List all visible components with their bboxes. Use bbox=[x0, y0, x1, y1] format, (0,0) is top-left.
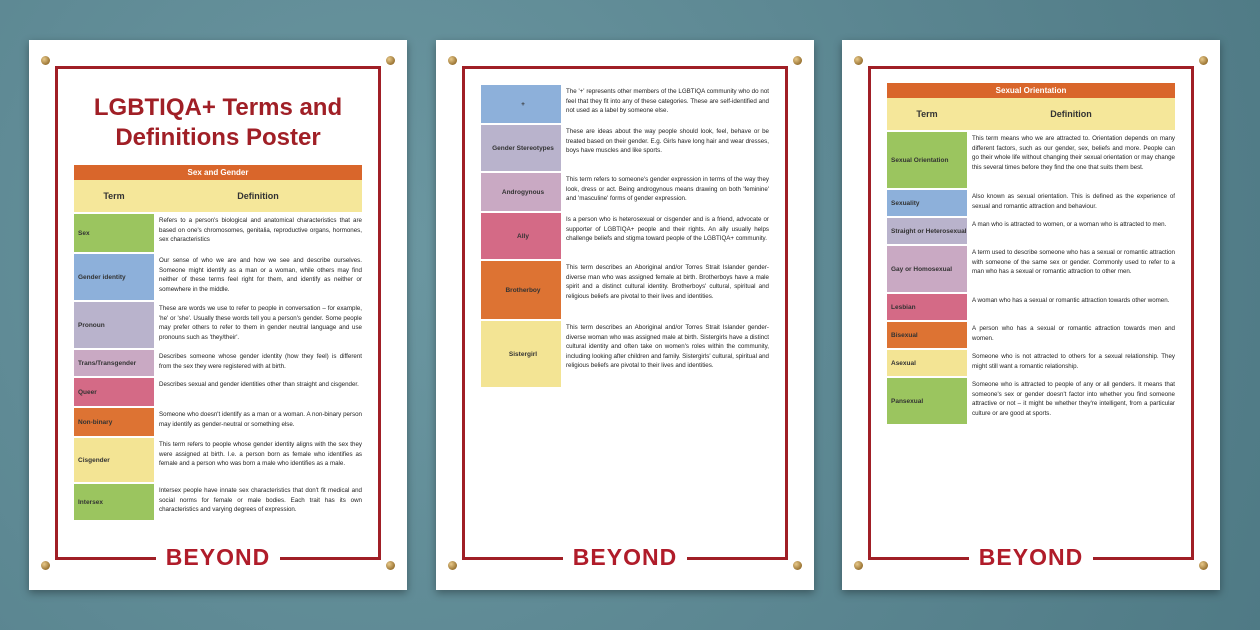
term-cell: Gender identity bbox=[74, 254, 154, 300]
term-cell: Pansexual bbox=[887, 378, 967, 424]
term-cell: Gender Stereotypes bbox=[481, 125, 561, 171]
poster-sex-and-gender bbox=[29, 40, 407, 590]
table-row bbox=[887, 294, 1175, 320]
term-cell: Non-binary bbox=[74, 408, 154, 436]
table-row bbox=[74, 378, 362, 406]
poster-frame bbox=[868, 66, 1194, 570]
pin-icon bbox=[793, 561, 802, 570]
title-line: Definitions Poster bbox=[115, 124, 321, 151]
definition-cell: Someone who is attracted to people of any or all genders. It means that someone's sex or gender doesn't factor into whether you find someone attractive or not – it might be whether they're intelligent, from a particular culture or are good at sports. bbox=[972, 381, 1175, 417]
table-row bbox=[481, 321, 769, 387]
term-column-label: Term bbox=[103, 191, 125, 201]
term-cell: Sistergirl bbox=[481, 321, 561, 387]
table-row bbox=[887, 322, 1175, 348]
pin-icon bbox=[386, 56, 395, 65]
table-rows bbox=[74, 214, 362, 520]
term-cell: Straight or Heterosexual bbox=[887, 218, 967, 244]
term-cell: Pronoun bbox=[74, 302, 154, 348]
term-cell: Intersex bbox=[74, 484, 154, 520]
pin-icon bbox=[41, 561, 50, 570]
definition-column-label: Definition bbox=[237, 191, 279, 201]
pin-icon bbox=[854, 56, 863, 65]
table-rows bbox=[481, 85, 769, 387]
table-row bbox=[74, 438, 362, 482]
table-row bbox=[887, 246, 1175, 292]
table-row bbox=[481, 125, 769, 171]
term-cell: Ally bbox=[481, 213, 561, 259]
definition-cell: A term used to describe someone who has a sexual or romantic attraction with someone of the same sex or gender. Commonly used to refer to a man who has a sexual or romantic attraction to other men. bbox=[972, 249, 1175, 275]
term-cell: Androgynous bbox=[481, 173, 561, 211]
definition-cell: A person who has a sexual or romantic attraction towards men and women. bbox=[972, 325, 1175, 342]
term-cell: Queer bbox=[74, 378, 154, 406]
definition-cell: A woman who has a sexual or romantic attraction towards other women. bbox=[972, 297, 1170, 304]
pin-icon bbox=[1199, 56, 1208, 65]
term-cell: Brotherboy bbox=[481, 261, 561, 319]
table-row bbox=[887, 190, 1175, 216]
pin-icon bbox=[386, 561, 395, 570]
definition-cell: This term refers to someone's gender expression in terms of the way they look, dress or act. Being androgynous means drawing on both 'feminine' and 'masculine' forms of gender expression. bbox=[566, 176, 769, 202]
definition-cell: This term means who we are attracted to. Orientation depends on many different factors, such as our gender, sex, beliefs and more. People can go their whole life without changing their sexual orientation or may change this several times before they find the one that suits them best. bbox=[972, 135, 1175, 171]
definition-cell: The '+' represents other members of the LGBTIQA community who do not feel that they fit into any of these categories. These are self-identified and not used as a label by someone else. bbox=[566, 88, 769, 114]
section-header: Sex and Gender bbox=[74, 165, 362, 180]
table-row bbox=[887, 350, 1175, 376]
definition-cell: Intersex people have innate sex characteristics that don't fit medical and social norms for female or male bodies. Each trait has its own characteristics and varying degrees of expression. bbox=[159, 487, 362, 513]
poster-frame bbox=[55, 66, 381, 570]
poster-sexual-orientation bbox=[842, 40, 1220, 590]
definition-cell: Also known as sexual orientation. This is defined as the experience of sexual and romantic attraction and behaviour. bbox=[972, 193, 1175, 210]
definition-cell: These are words we use to refer to people in conversation – for example, 'he' or 'she'. Usually these words tell you a person's gender. Some people may prefer others to refer to them in gender neutral language and use pronouns such as 'they/their'. bbox=[159, 305, 362, 341]
definition-cell: Someone who is not attracted to others for a sexual relationship. They might still want a romantic relationship. bbox=[972, 353, 1175, 370]
definition-cell: Describes sexual and gender identities other than straight and cisgender. bbox=[159, 381, 359, 388]
pin-icon bbox=[793, 56, 802, 65]
pin-icon bbox=[448, 561, 457, 570]
table-row bbox=[74, 350, 362, 376]
column-header bbox=[887, 98, 1175, 130]
definition-cell: This term refers to people whose gender identity aligns with the sex they were assigned at birth. I.e. a person born as female who identifies as female and a person who was born a male who identifies as a male. bbox=[159, 441, 362, 467]
table-row bbox=[887, 218, 1175, 244]
definition-cell: Our sense of who we are and how we see and describe ourselves. Someone might identify as a man or a woman, while others may find neither of these terms feel right for them, and identify as neither or somewhere in the middle. bbox=[159, 257, 362, 293]
table-row bbox=[887, 132, 1175, 188]
definition-cell: This term describes an Aboriginal and/or Torres Strait Islander gender-diverse woman who was assigned male at birth. Sistergirls have a distinct cultural identity and often take on women's roles within the community, including looking after children and family. Sistergirls' cultural, spiritual and religious beliefs are pivotal to their lives and identities. bbox=[566, 324, 769, 369]
poster-frame bbox=[462, 66, 788, 570]
term-cell: Lesbian bbox=[887, 294, 967, 320]
pin-icon bbox=[1199, 561, 1208, 570]
term-cell: Cisgender bbox=[74, 438, 154, 482]
table-row bbox=[481, 213, 769, 259]
table-rows bbox=[887, 132, 1175, 424]
table-row bbox=[74, 484, 362, 520]
definition-cell: Is a person who is heterosexual or cisgender and is a friend, advocate or supporter of LGBTIQA+ people and their rights. An ally usually helps challenge beliefs and stigma toward people of the LGBTIQA+ community. bbox=[566, 216, 769, 242]
definition-cell: These are ideas about the way people should look, feel, behave or be treated based on their gender. E.g. Girls have long hair and wear dresses, boys have muscles and like sports. bbox=[566, 128, 769, 154]
term-cell: Trans/Transgender bbox=[74, 350, 154, 376]
definition-cell: This term describes an Aboriginal and/or Torres Strait Islander gender-diverse man who was assigned female at birth. Brotherboys have a male spirit and a distinct cultural identity. Brotherboys' cultural, spiritual and religious beliefs are pivotal to their lives and identities. bbox=[566, 264, 769, 300]
title-line: LGBTIQA+ Terms and bbox=[93, 94, 343, 121]
pin-icon bbox=[854, 561, 863, 570]
term-cell: Sex bbox=[74, 214, 154, 252]
table-row bbox=[481, 261, 769, 319]
table-row bbox=[74, 302, 362, 348]
pin-icon bbox=[448, 56, 457, 65]
definition-column-label: Definition bbox=[1050, 109, 1092, 119]
term-cell: Gay or Homosexual bbox=[887, 246, 967, 292]
pin-icon bbox=[41, 56, 50, 65]
term-cell: Sexuality bbox=[887, 190, 967, 216]
brand-logo: BEYOND bbox=[465, 544, 785, 571]
table-row bbox=[481, 173, 769, 211]
table-row bbox=[887, 378, 1175, 424]
brand-logo: BEYOND bbox=[58, 544, 378, 571]
term-cell: Bisexual bbox=[887, 322, 967, 348]
definition-cell: A man who is attracted to women, or a woman who is attracted to men. bbox=[972, 221, 1167, 228]
terms-table bbox=[74, 165, 362, 520]
table-row bbox=[481, 85, 769, 123]
poster-terms-continued bbox=[436, 40, 814, 590]
definition-cell: Refers to a person's biological and anatomical characteristics that are based on one's chromosomes, genitalia, reproductive organs, hormones, sex characteristics bbox=[159, 217, 362, 243]
term-column-label: Term bbox=[916, 109, 938, 119]
definition-cell: Someone who doesn't identify as a man or a woman. A non-binary person may identify as gender-neutral or something else. bbox=[159, 411, 362, 428]
definition-cell: Describes someone whose gender identity (how they feel) is different from the sex they were registered with at birth. bbox=[159, 353, 362, 370]
brand-logo: BEYOND bbox=[871, 544, 1191, 571]
table-row bbox=[74, 254, 362, 300]
section-header: Sexual Orientation bbox=[887, 83, 1175, 98]
terms-table bbox=[481, 83, 769, 387]
term-cell: + bbox=[481, 85, 561, 123]
column-header bbox=[74, 180, 362, 212]
poster-title bbox=[58, 93, 378, 153]
term-cell: Sexual Orientation bbox=[887, 132, 967, 188]
term-cell: Asexual bbox=[887, 350, 967, 376]
terms-table bbox=[887, 83, 1175, 424]
table-row bbox=[74, 214, 362, 252]
table-row bbox=[74, 408, 362, 436]
